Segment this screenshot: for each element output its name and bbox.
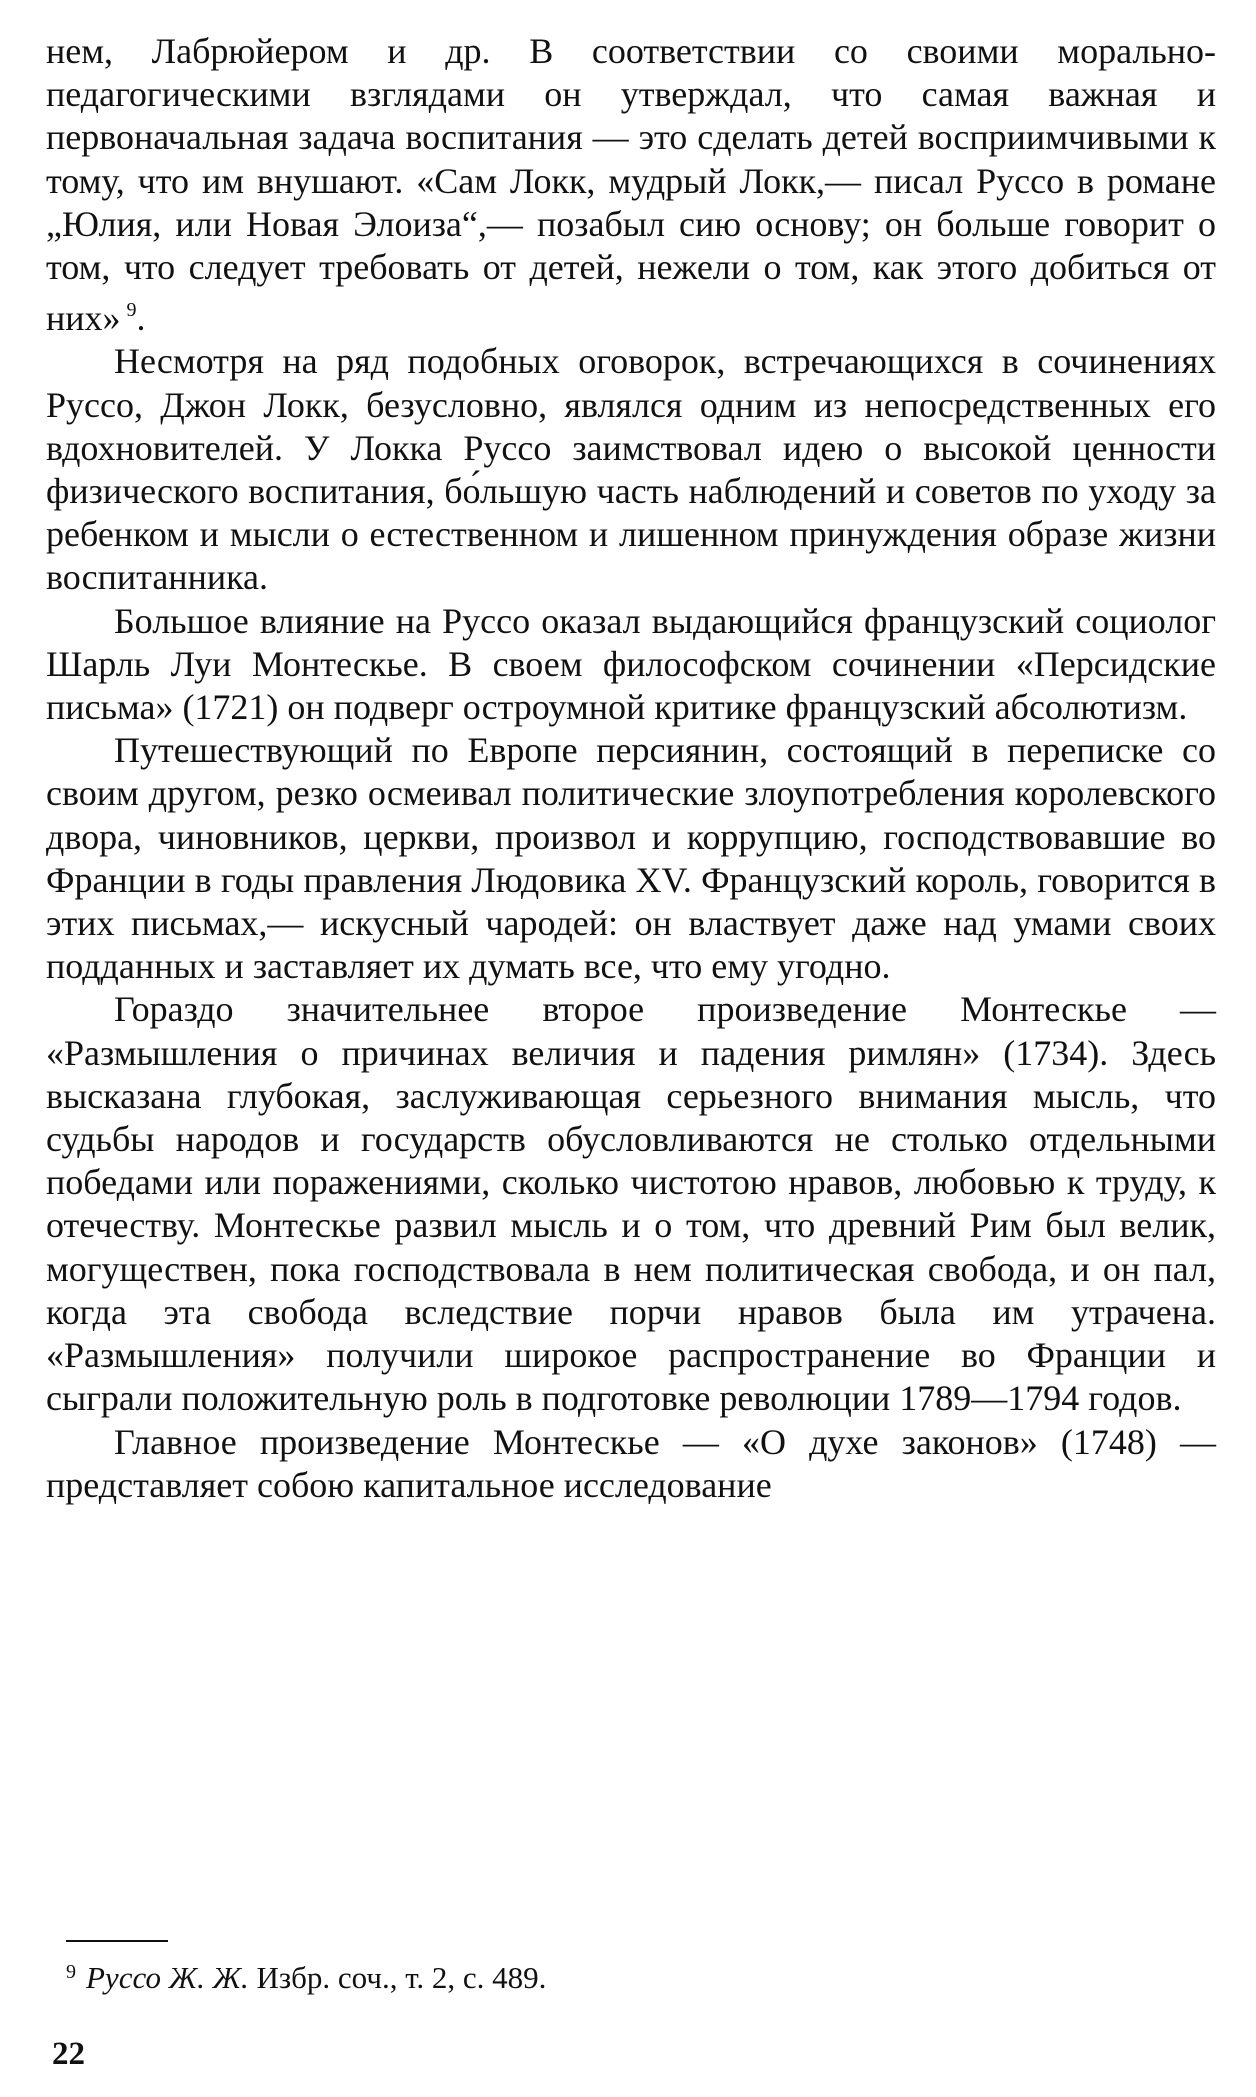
footnote-divider — [66, 1940, 168, 1942]
paragraph-6: Главное произведение Монтескье — «О духе законов» (1748) — представляет собою капитальное исследование — [46, 1421, 1216, 1505]
footnote-author: Руссо Ж. Ж. — [86, 1960, 249, 1995]
footnote-text: Избр. соч., т. 2, с. 489. — [256, 1960, 547, 1995]
footnote-marker: 9 — [66, 1961, 76, 1983]
paragraph-4: Путешествующий по Европе персиянин, состоящий в переписке со своим другом, резко осмеивал политические злоупотребления королевского двора, чиновников, церкви, произвол и коррупцию, господствовавшие во Франции в годы правления Людовика XV. Французский король, говорится в этих письмах,— искусный чародей: он властвует даже над умами своих подданных и заставляет их думать все, что ему угодно. — [46, 730, 1216, 987]
page-body — [46, 30, 1216, 1507]
paragraph-5: Гораздо значительнее второе произведение Монтескье — «Размышления о причинах величия и падения римлян» (1734). Здесь высказана глубокая, заслуживающая серьезного внимания мысль, что судьбы народов и государств обусловливаются не столько отдельными победами или поражениями, сколько чистотою нравов, любовью к труду, к отечеству. Монтескье развил мысль и о том, что древний Рим был велик, могуществен, пока господствовала в нем политическая свобода, и он пал, когда эта свобода вследствие порчи нравов была им утрачена. «Размышления» получили широкое распространение во Франции и сыграли положительную роль в подготовке революции 1789—1794 годов. — [46, 989, 1216, 1419]
footnote-reference[interactable]: 9 — [126, 299, 137, 322]
page-number: 22 — [52, 2036, 85, 2072]
paragraph-1-end: . — [136, 298, 146, 339]
paragraph-1-text: нем, Лабрюйером и др. В соответствии со своими морально-педагогическими взглядами он утверждал, что самая важная и первоначальная задача воспитания — это сделать детей восприимчивыми к тому, что им внушают. «Сам Локк, мудрый Локк,— писал Руссо в романе „Юлия, или Новая Элоиза“,— позабыл сию основу; он больше говорит о том, что следует требовать от детей, нежели о том, как этого добиться от них» — [46, 31, 1216, 339]
paragraph-1 — [46, 30, 1216, 340]
paragraph-3: Большое влияние на Руссо оказал выдающийся французский социолог Шарль Луи Монтескье. В своем философском сочинении «Персидские письма» (1721) он подверг остроумной критике французский абсолютизм. — [46, 600, 1216, 728]
footnote — [66, 1953, 546, 1997]
paragraph-2: Несмотря на ряд подобных оговорок, встречающихся в сочинениях Руссо, Джон Локк, безусловно, являлся одним из непосредственных его вдохновителей. У Локка Руссо заимствовал идею о высокой ценности физического воспитания, бо́льшую часть наблюдений и советов по уходу за ребенком и мысли о естественном и лишенном принуждения образе жизни воспитанника. — [46, 341, 1216, 598]
